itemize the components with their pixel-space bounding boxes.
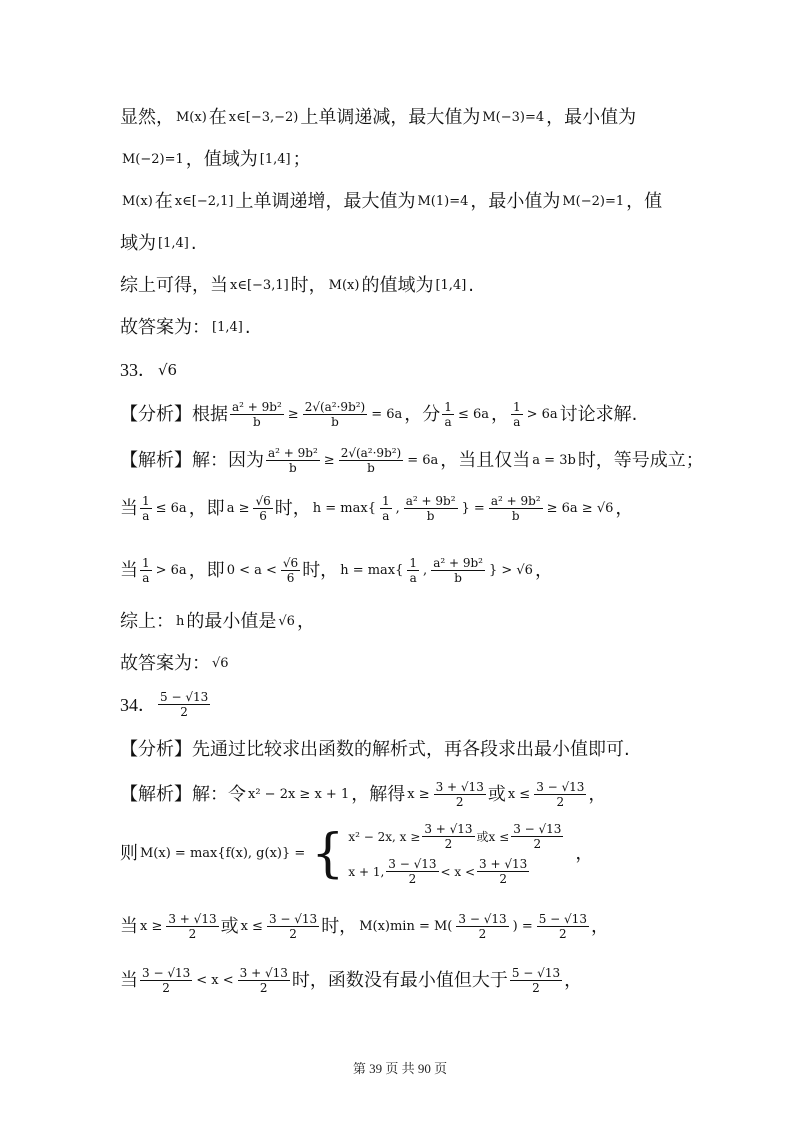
text: ； bbox=[292, 149, 311, 170]
fraction: $\frac{1}{a}$ bbox=[142, 556, 150, 585]
math: h = max{ bbox=[312, 500, 376, 516]
math: M(x) bbox=[122, 194, 153, 209]
text: . bbox=[190, 233, 197, 254]
answer: √6 bbox=[158, 361, 178, 379]
line-12 bbox=[120, 608, 760, 636]
math: [1,4] bbox=[435, 278, 467, 293]
fraction: $\frac{3 + √13}{2}$ bbox=[435, 780, 484, 809]
math: } > √6 bbox=[488, 562, 533, 578]
math: x∈[−3,1] bbox=[230, 278, 289, 293]
math: x∈[−3,−2) bbox=[228, 110, 299, 125]
math: [1,4] bbox=[259, 152, 291, 167]
line-13 bbox=[120, 650, 760, 678]
solution-34 bbox=[120, 780, 760, 809]
fraction: $\frac{\text{2√(a²·9b²)}}{b}$ bbox=[340, 446, 402, 475]
fraction: $\frac{3 + √13}{2}$ bbox=[239, 966, 288, 995]
analysis-34 bbox=[120, 736, 760, 764]
fraction: $\frac{\text{a² + 9b²}}{b}$ bbox=[268, 446, 318, 475]
text: ，解得 bbox=[351, 783, 406, 805]
text: ，最小值为 bbox=[546, 107, 637, 128]
fraction: $\frac{\text{a² + 9b²}}{b}$ bbox=[232, 400, 282, 429]
text: 在 bbox=[154, 191, 173, 212]
question-number: 34． bbox=[120, 694, 156, 715]
math: √6 bbox=[278, 614, 295, 629]
math: ≤ 6a bbox=[457, 406, 489, 422]
math: > 6a bbox=[155, 562, 187, 578]
math: x∈[−2,1] bbox=[174, 194, 234, 209]
text: ， bbox=[534, 559, 553, 581]
text: 时， bbox=[274, 497, 311, 519]
math: a = 3b bbox=[532, 452, 576, 468]
line-10 bbox=[120, 494, 760, 523]
text: 则 bbox=[120, 843, 138, 864]
text: ，值 bbox=[626, 191, 663, 212]
text: 时， bbox=[290, 275, 327, 296]
math: M(−2)=1 bbox=[562, 194, 625, 209]
math: ≥ 6a ≥ √6 bbox=[546, 500, 614, 516]
text: 域为 bbox=[120, 233, 156, 254]
fraction: $\frac{3 + √13}{2}$ bbox=[168, 912, 217, 941]
text: 时，函数没有最小值但大于 bbox=[291, 969, 508, 991]
text: ，分 bbox=[404, 403, 441, 425]
piecewise-cases bbox=[348, 822, 565, 886]
text: 讨论求解. bbox=[559, 403, 638, 425]
text: 【分析】先通过比较求出函数的解析式，再各段求出最小值即可. bbox=[120, 739, 630, 760]
case-1: x² − 2x, x ≥ $\frac{3 + √13}{2}$ 或x ≤ $\frac{3 - √13}{2}$ bbox=[348, 822, 562, 851]
question-34-answer bbox=[120, 690, 760, 719]
math: } = bbox=[461, 500, 485, 516]
text: ，当且仅当 bbox=[440, 449, 531, 471]
math: [1,4] bbox=[212, 320, 243, 335]
text: 的值域为 bbox=[361, 275, 434, 296]
math: M(x)min = M( bbox=[359, 918, 453, 934]
text: ， bbox=[615, 497, 634, 519]
math: x ≥ bbox=[140, 918, 163, 934]
line-4 bbox=[120, 230, 760, 258]
text: 或 bbox=[220, 915, 239, 937]
fraction: $\frac{\text{a² + 9b²}}{b}$ bbox=[433, 556, 483, 585]
question-number: 33． bbox=[120, 360, 156, 380]
text: 故答案为： bbox=[120, 653, 210, 674]
text: ，值域为 bbox=[185, 149, 258, 170]
solution-33 bbox=[120, 446, 760, 475]
math: a ≥ bbox=[226, 500, 250, 516]
math: , bbox=[423, 562, 428, 578]
math: M(x) = max{f(x), g(x)} = bbox=[140, 846, 306, 861]
text: 时，等号成立； bbox=[577, 449, 704, 471]
math: > 6a bbox=[526, 406, 558, 422]
text: ， bbox=[490, 403, 509, 425]
fraction: $\frac{\text{a² + 9b²}}{b}$ bbox=[405, 494, 456, 523]
math: √6 bbox=[212, 656, 229, 671]
case-2: x + 1, $\frac{3 - √13}{2}$ < x < $\frac{3 + √13}{2}$ bbox=[348, 857, 528, 886]
line-6 bbox=[120, 314, 760, 342]
page-footer: 第 39 页 共 90 页 bbox=[352, 1061, 448, 1076]
math: ) = bbox=[512, 918, 533, 934]
text: ， bbox=[575, 843, 594, 864]
line-5 bbox=[120, 272, 760, 300]
left-brace: { bbox=[311, 824, 345, 884]
fraction: $\frac{3 - √13}{2}$ bbox=[458, 912, 507, 941]
text: 的最小值是 bbox=[186, 611, 277, 632]
text: ，最小值为 bbox=[470, 191, 561, 212]
math: [1,4] bbox=[158, 236, 189, 251]
text: 当 bbox=[120, 915, 138, 937]
math: = 6a bbox=[371, 406, 403, 422]
text: 时， bbox=[321, 915, 358, 937]
fraction: $\frac{√6}{6}$ bbox=[255, 494, 271, 523]
text: ， bbox=[590, 915, 609, 937]
fraction: $\frac{1}{a}$ bbox=[381, 494, 390, 523]
fraction: $\frac{1}{a}$ bbox=[512, 400, 521, 429]
text: 当 bbox=[120, 497, 138, 519]
text: 时， bbox=[302, 559, 339, 581]
fraction: $\frac{5 - √13}{2}$ bbox=[511, 966, 561, 995]
fraction: $\frac{5 - √13}{2}$ bbox=[160, 690, 209, 719]
math: x ≤ bbox=[507, 786, 531, 802]
text: 【解析】解：令 bbox=[120, 783, 246, 805]
fraction: $\frac{3 - √13}{2}$ bbox=[536, 780, 585, 809]
math: M(−3)=4 bbox=[482, 110, 545, 125]
math: M(x) bbox=[328, 278, 360, 293]
fraction: $\frac{3 - √13}{2}$ bbox=[142, 966, 191, 995]
fraction: $\frac{1}{a}$ bbox=[409, 556, 418, 585]
math: M(1)=4 bbox=[417, 194, 469, 209]
question-33-answer bbox=[120, 356, 760, 384]
text: 在 bbox=[208, 107, 227, 128]
text: 上单调递增，最大值为 bbox=[235, 191, 416, 212]
math: M(x) bbox=[176, 110, 207, 125]
text: 或 bbox=[487, 783, 506, 805]
piecewise-line bbox=[120, 818, 760, 890]
math: ≤ 6a bbox=[155, 500, 187, 516]
line-3 bbox=[120, 188, 760, 216]
math: 0 < a < bbox=[226, 562, 277, 578]
math: , bbox=[395, 500, 400, 516]
fraction: $\frac{\text{a² + 9b²}}{b}$ bbox=[490, 494, 541, 523]
fraction: $\frac{3 - √13}{2}$ bbox=[268, 912, 318, 941]
fraction: $\frac{5 - √13}{2}$ bbox=[538, 912, 587, 941]
text: 当 bbox=[120, 559, 138, 581]
text: ， bbox=[564, 969, 583, 991]
text: 故答案为： bbox=[120, 317, 210, 338]
line-11 bbox=[120, 556, 760, 585]
math: x ≤ bbox=[240, 918, 263, 934]
fraction: $\frac{\text{2√(a²·9b²)}}{b}$ bbox=[304, 400, 366, 429]
fraction: $\frac{1}{a}$ bbox=[142, 494, 150, 523]
line-18 bbox=[120, 912, 760, 941]
math: h bbox=[176, 614, 185, 629]
math: h = max{ bbox=[340, 562, 404, 578]
math: ≥ bbox=[287, 406, 299, 422]
fraction: $\frac{1}{a}$ bbox=[444, 400, 452, 429]
text: 综上可得，当 bbox=[120, 275, 228, 296]
math: = 6a bbox=[407, 452, 439, 468]
text: . bbox=[468, 275, 475, 296]
math: x² − 2x ≥ x + 1 bbox=[248, 786, 350, 802]
text: ，即 bbox=[188, 497, 225, 519]
text: 当 bbox=[120, 969, 138, 991]
text: . bbox=[244, 317, 251, 338]
text: ， bbox=[296, 611, 315, 632]
line-19 bbox=[120, 966, 760, 995]
line-2 bbox=[120, 146, 760, 174]
line-1 bbox=[120, 104, 760, 132]
text: 【分析】根据 bbox=[120, 403, 228, 425]
analysis-33 bbox=[120, 400, 760, 429]
text: 【解析】解：因为 bbox=[120, 449, 264, 471]
text: ， bbox=[588, 783, 607, 805]
math: ≥ bbox=[323, 452, 335, 468]
math: M(−2)=1 bbox=[122, 152, 184, 167]
text: 综上： bbox=[120, 611, 174, 632]
text: 上单调递减，最大值为 bbox=[300, 107, 481, 128]
text: 显然， bbox=[120, 107, 174, 128]
text: ，即 bbox=[188, 559, 225, 581]
fraction: $\frac{√6}{6}$ bbox=[282, 556, 299, 585]
math: x ≥ bbox=[407, 786, 430, 802]
math: < x < bbox=[196, 972, 234, 988]
